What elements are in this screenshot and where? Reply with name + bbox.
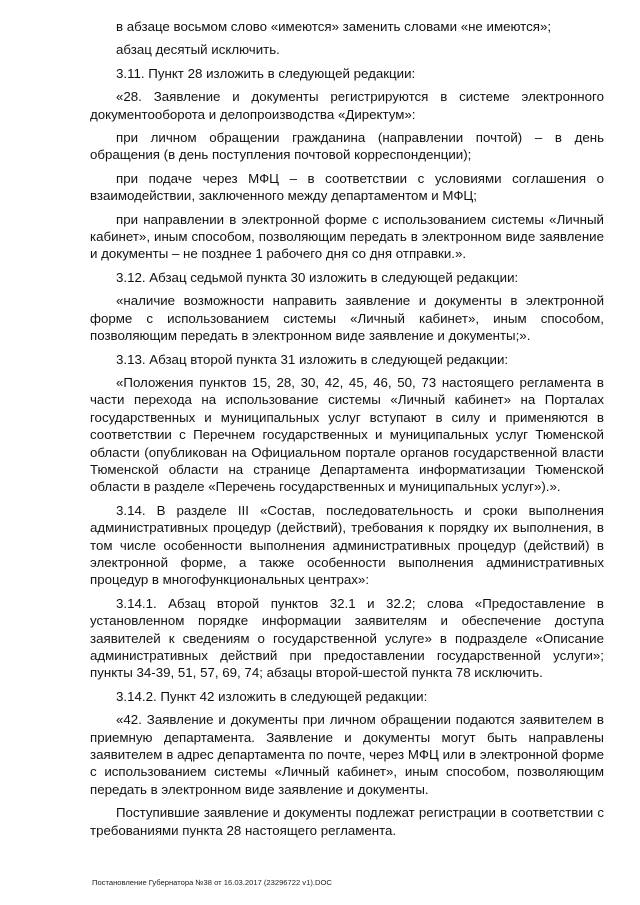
paragraph: при направлении в электронной форме с использованием системы «Личный кабинет», иным способом, позволяющим передать в электронном виде заявление и документы – не позднее 1 рабочего дня со дня отправки.». xyxy=(90,211,604,262)
paragraph: Поступившие заявление и документы подлежат регистрации в соответствии с требованиями пункта 28 настоящего регламента. xyxy=(90,805,604,838)
paragraph: при подаче через МФЦ – в соответствии с условиями соглашения о взаимодействии, заключенного между департаментом и МФЦ; xyxy=(90,170,604,204)
paragraph: 3.14.2. Пункт 42 изложить в следующей редакции: xyxy=(116,688,428,704)
document-footer: Постановление Губернатора №38 от 16.03.2017 (23296722 v1).DOC xyxy=(92,878,332,887)
paragraph: 3.11. Пункт 28 изложить в следующей редакции: xyxy=(116,65,416,81)
paragraph: «28. Заявление и документы регистрируются в системе электронного документооборота и делопроизводства «Директум»: xyxy=(90,89,604,122)
paragraph: абзац десятый исключить. xyxy=(116,42,280,58)
paragraph: при личном обращении гражданина (направлении почтой) – в день обращения (в день поступления почтовой корреспонденции); xyxy=(90,130,604,163)
paragraph: «Положения пунктов 15, 28, 30, 42, 45, 46, 50, 73 настоящего регламента в части перехода на использование системы «Личный кабинет» на Порталах государственных и муниципальных услуг вступают в силу и применяются в соответствии с Перечнем государственных и муниципальных услуг Тюменской области (опубликован на Официальном портале органов государственной власти Тюменской области на странице Департамента информатизации Тюменской области в разделе «Перечень государственных и муниципальных услуг»).». xyxy=(90,374,604,495)
paragraph: 3.13. Абзац второй пункта 31 изложить в следующей редакции: xyxy=(116,351,509,367)
paragraph: «42. Заявление и документы при личном обращении подаются заявителем в приемную департамента. Заявление и документы могут быть направлены заявителем в адрес департамента по почте, через МФЦ или в электронной форме с использованием системы «Личный кабинет», иным способом, позволяющим передать в электронном виде заявление и документы. xyxy=(90,712,604,797)
paragraph: «наличие возможности направить заявление и документы в электронной форме с использованием системы «Личный кабинет», иным способом, позволяющим передать в электронном виде заявление и документы;». xyxy=(90,293,604,344)
paragraph: 3.14. В разделе III «Состав, последовательность и сроки выполнения административных процедур (действий), требования к порядку их выполнения, в том числе особенности выполнения административных процедур (действий) в электронной форме, а также особенности выполнения административных процедур в многофункциональных центрах»: xyxy=(90,502,604,588)
document-page xyxy=(90,18,604,845)
paragraph: 3.12. Абзац седьмой пункта 30 изложить в следующей редакции: xyxy=(116,269,519,285)
paragraph: в абзаце восьмом слово «имеются» заменить словами «не имеются»; xyxy=(116,19,552,34)
paragraph: 3.14.1. Абзац второй пунктов 32.1 и 32.2; слова «Предоставление в установленном порядке информации заявителям и обеспечение доступа заявителей к сведениям о государственной услуге» в подразделе «Описание административных действий при предоставлении государственной услуги»; пункты 34-39, 51, 57, 69, 74; абзацы второй-шестой пункта 78 исключить. xyxy=(90,595,604,681)
